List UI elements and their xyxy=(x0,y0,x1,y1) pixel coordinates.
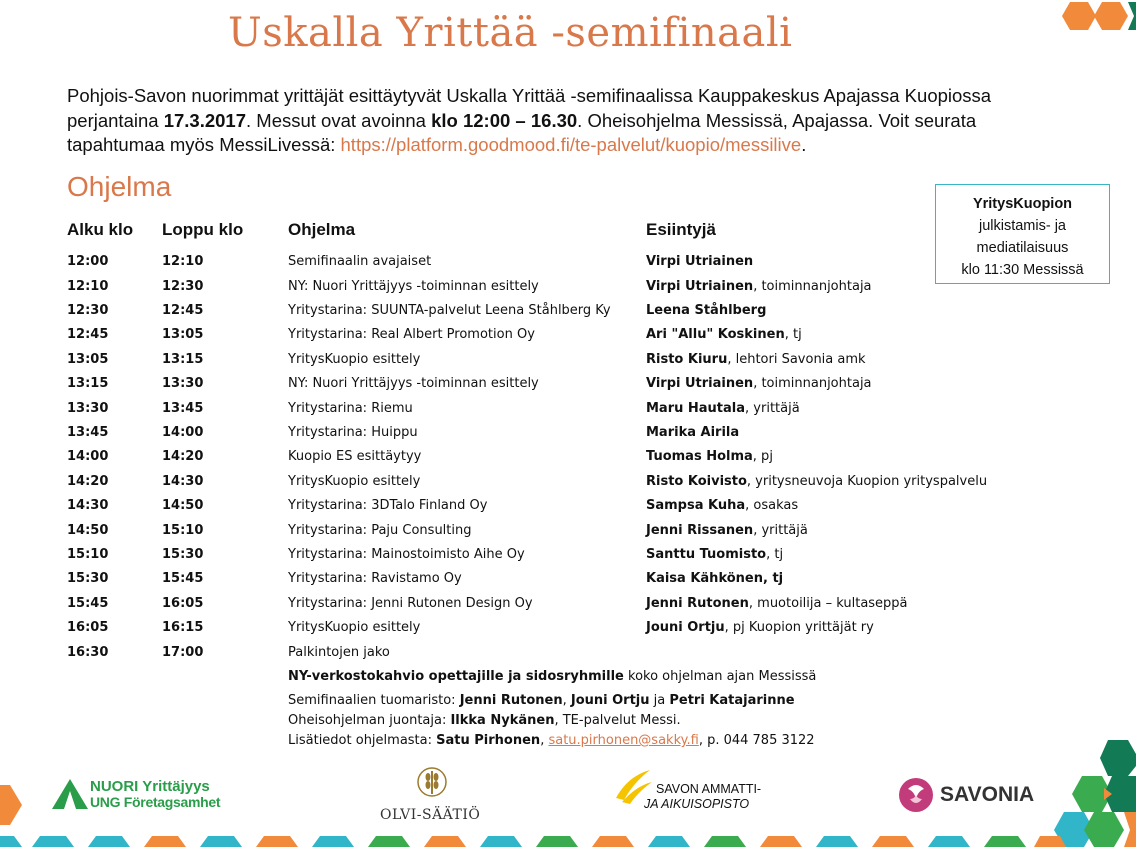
info-phone: , p. 044 785 3122 xyxy=(698,733,815,748)
jury-member: Petri Katajarinne xyxy=(669,693,795,708)
table-row xyxy=(0,547,1136,571)
intro-text-3: . Oheisohjelma Messissä, Apajassa. Voit seurata tapahtumaa myös MessiLivessä: xyxy=(67,109,977,155)
messilive-link[interactable]: https://platform.goodmood.fi/te-palvelut/kuopio/messilive xyxy=(340,134,802,155)
table-row xyxy=(0,279,1136,303)
start-time: 13:45 xyxy=(67,425,109,440)
table-row xyxy=(0,474,1136,498)
program-item: Yritystarina: Ravistamo Oy xyxy=(288,571,462,586)
start-time: 14:00 xyxy=(67,449,109,464)
column-header-end: Loppu klo xyxy=(162,220,244,239)
program-item: Kuopio ES esittäytyy xyxy=(288,449,422,464)
performer xyxy=(646,401,800,416)
performer-name: Leena Ståhlberg xyxy=(646,303,767,318)
performer-name: Risto Kiuru xyxy=(646,352,728,367)
performer xyxy=(646,376,872,391)
performer xyxy=(646,571,783,586)
performer-name: Kaisa Kähkönen, tj xyxy=(646,571,784,586)
performer-name: Jouni Ortju xyxy=(646,620,725,635)
column-header-start: Alku klo xyxy=(67,220,134,239)
program-item: YritysKuopio esittely xyxy=(288,352,421,367)
table-row xyxy=(0,376,1136,400)
program-item: NY: Nuori Yrittäjyys -toiminnan esittely xyxy=(288,376,539,391)
performer-role: , osakas xyxy=(745,498,799,513)
end-time: 13:05 xyxy=(162,327,204,342)
table-row xyxy=(0,327,1136,351)
media-box-line-3: mediatilaisuus xyxy=(976,240,1069,256)
performer-name: Santtu Tuomisto xyxy=(646,547,767,562)
host-rest: , TE-palvelut Messi. xyxy=(554,713,681,728)
olvi-emblem-icon xyxy=(416,764,448,804)
program-item: Yritystarina: Mainostoimisto Aihe Oy xyxy=(288,547,525,562)
savonia-emblem-icon xyxy=(898,777,934,813)
cafe-note-rest: koko ohjelman ajan Messissä xyxy=(623,669,817,684)
table-row xyxy=(0,401,1136,425)
end-time: 15:10 xyxy=(162,523,204,538)
table-row xyxy=(0,620,1136,644)
table-row xyxy=(0,449,1136,473)
end-time: 14:50 xyxy=(162,498,204,513)
column-header-program: Ohjelma xyxy=(288,220,356,239)
performer-role: , toiminnanjohtaja xyxy=(753,376,872,391)
host-label: Oheisohjelman juontaja: xyxy=(288,713,451,728)
intro-text-1: Pohjois-Savon nuorimmat yrittäjät esittäytyvät Uskalla Yrittää -semifinaalissa Kauppakeskus Apajassa Kuopiossa perjantaina xyxy=(67,85,992,131)
performer-role: , pj xyxy=(752,449,773,464)
performer-role: , yrittäjä xyxy=(745,401,800,416)
end-time: 14:30 xyxy=(162,474,204,489)
program-item: Yritystarina: 3DTalo Finland Oy xyxy=(288,498,488,513)
media-box-line-2: julkistamis- ja xyxy=(978,218,1066,234)
end-time: 16:15 xyxy=(162,620,204,635)
performer-role: , muotoilija – kultaseppä xyxy=(748,596,908,611)
program-item: Yritystarina: Jenni Rutonen Design Oy xyxy=(288,596,533,611)
table-row xyxy=(0,498,1136,522)
performer-name: Sampsa Kuha xyxy=(646,498,746,513)
start-time: 12:10 xyxy=(67,279,109,294)
info-note xyxy=(288,733,815,748)
jury-note xyxy=(288,693,795,708)
start-time: 16:05 xyxy=(67,620,109,635)
ny-line-1: NUORI Yrittäjyys xyxy=(90,778,210,795)
end-time: 13:15 xyxy=(162,352,204,367)
table-row xyxy=(0,523,1136,547)
performer xyxy=(646,523,808,538)
start-time: 12:30 xyxy=(67,303,109,318)
performer-name: Tuomas Holma xyxy=(646,449,753,464)
start-time: 14:30 xyxy=(67,498,109,513)
performer xyxy=(646,449,773,464)
start-time: 12:00 xyxy=(67,254,109,269)
table-row xyxy=(0,596,1136,620)
info-separator: , xyxy=(540,733,549,748)
program-item: Yritystarina: Real Albert Promotion Oy xyxy=(288,327,535,342)
end-time: 12:45 xyxy=(162,303,204,318)
event-hours: klo 12:00 – 16.30 xyxy=(431,109,578,131)
table-row xyxy=(0,352,1136,376)
event-date: 17.3.2017 xyxy=(163,109,246,131)
end-time: 14:00 xyxy=(162,425,204,440)
start-time: 12:45 xyxy=(67,327,109,342)
performer xyxy=(646,425,739,440)
performer-name: Jenni Rutonen xyxy=(646,596,749,611)
performer xyxy=(646,279,872,294)
performer xyxy=(646,547,783,562)
end-time: 13:45 xyxy=(162,401,204,416)
info-label: Lisätiedot ohjelmasta: xyxy=(288,733,437,748)
column-header-performer: Esiintyjä xyxy=(646,220,716,239)
performer-name: Virpi Utriainen xyxy=(646,376,754,391)
program-item: NY: Nuori Yrittäjyys -toiminnan esittely xyxy=(288,279,539,294)
page-title: Uskalla Yrittää -semifinaali xyxy=(228,10,793,56)
start-time: 13:15 xyxy=(67,376,109,391)
program-item: Yritystarina: SUUNTA-palvelut Leena Ståhlberg Ky xyxy=(288,303,611,318)
ny-mountain-icon xyxy=(52,779,88,809)
end-time: 17:00 xyxy=(162,645,204,660)
jury-member: Jenni Rutonen xyxy=(459,693,563,708)
performer-role: , yrittäjä xyxy=(753,523,808,538)
performer-role: , pj Kuopion yrittäjät ry xyxy=(724,620,874,635)
performer xyxy=(646,352,866,367)
start-time: 14:50 xyxy=(67,523,109,538)
start-time: 15:30 xyxy=(67,571,109,586)
jury-label: Semifinaalien tuomaristo: xyxy=(288,693,460,708)
end-time: 13:30 xyxy=(162,376,204,391)
table-row xyxy=(0,645,1136,669)
performer-name: Risto Koivisto xyxy=(646,474,747,489)
start-time: 15:10 xyxy=(67,547,109,562)
ny-line-2: UNG Företagsamhet xyxy=(90,794,221,810)
program-item: YritysKuopio esittely xyxy=(288,474,421,489)
performer-name: Virpi Utriainen xyxy=(646,254,754,269)
end-time: 15:45 xyxy=(162,571,204,586)
cafe-note xyxy=(288,669,816,684)
jury-member: Jouni Ortju xyxy=(570,693,650,708)
end-time: 15:30 xyxy=(162,547,204,562)
performer xyxy=(646,327,802,342)
performer-role: , tj xyxy=(766,547,784,562)
start-time: 15:45 xyxy=(67,596,109,611)
start-time: 14:20 xyxy=(67,474,109,489)
end-time: 16:05 xyxy=(162,596,204,611)
table-row xyxy=(0,425,1136,449)
performer-name: Maru Hautala xyxy=(646,401,746,416)
table-row xyxy=(0,571,1136,595)
program-item: Yritystarina: Paju Consulting xyxy=(288,523,472,538)
savonia-text: SAVONIA xyxy=(940,783,1035,806)
program-item: Palkintojen jako xyxy=(288,645,390,660)
program-item: Semifinaalin avajaiset xyxy=(288,254,432,269)
start-time: 16:30 xyxy=(67,645,109,660)
table-row xyxy=(0,254,1136,278)
performer-role: , toiminnanjohtaja xyxy=(753,279,872,294)
intro-text-4: . xyxy=(801,134,807,155)
program-item: Yritystarina: Huippu xyxy=(288,425,418,440)
host-name: Ilkka Nykänen xyxy=(450,713,555,728)
performer-name: Virpi Utriainen xyxy=(646,279,754,294)
performer-name: Marika Airila xyxy=(646,425,740,440)
media-box-line-1: YritysKuopion xyxy=(972,196,1073,212)
section-title-program: Ohjelma xyxy=(67,171,172,202)
performer xyxy=(646,474,987,489)
jury-separator: , xyxy=(562,693,571,708)
program-item: YritysKuopio esittely xyxy=(288,620,421,635)
end-time: 12:10 xyxy=(162,254,204,269)
performer-name: Ari "Allu" Koskinen xyxy=(646,327,785,342)
performer-role: , lehtori Savonia amk xyxy=(727,352,866,367)
performer-role: , tj xyxy=(784,327,802,342)
start-time: 13:05 xyxy=(67,352,109,367)
info-name: Satu Pirhonen xyxy=(436,733,541,748)
cafe-note-bold: NY-verkostokahvio opettajille ja sidosryhmille xyxy=(288,669,624,684)
jury-separator: ja xyxy=(649,693,670,708)
media-box-line-4: klo 11:30 Messissä xyxy=(961,262,1084,278)
sakky-line-1: SAVON AMMATTI- xyxy=(656,782,762,796)
intro-text-2: . Messut ovat avoinna xyxy=(246,109,432,131)
sakky-line-2: JA AIKUISOPISTO xyxy=(644,797,750,811)
end-time: 12:30 xyxy=(162,279,204,294)
olvi-text: OLVI-SÄÄTIÖ xyxy=(380,807,481,823)
performer-name: Jenni Rissanen xyxy=(646,523,754,538)
end-time: 14:20 xyxy=(162,449,204,464)
host-note xyxy=(288,713,681,728)
performer-role: , yritysneuvoja Kuopion yrityspalvelu xyxy=(746,474,988,489)
performer xyxy=(646,620,874,635)
start-time: 13:30 xyxy=(67,401,109,416)
info-email-link[interactable]: satu.pirhonen@sakky.fi xyxy=(548,733,699,748)
program-item: Yritystarina: Riemu xyxy=(288,401,413,416)
performer xyxy=(646,596,908,611)
table-row xyxy=(0,303,1136,327)
performer xyxy=(646,498,798,513)
intro-paragraph xyxy=(67,84,1067,158)
hexagon-pattern-top-right xyxy=(1062,0,1136,36)
performer xyxy=(646,254,753,269)
performer xyxy=(646,303,766,318)
